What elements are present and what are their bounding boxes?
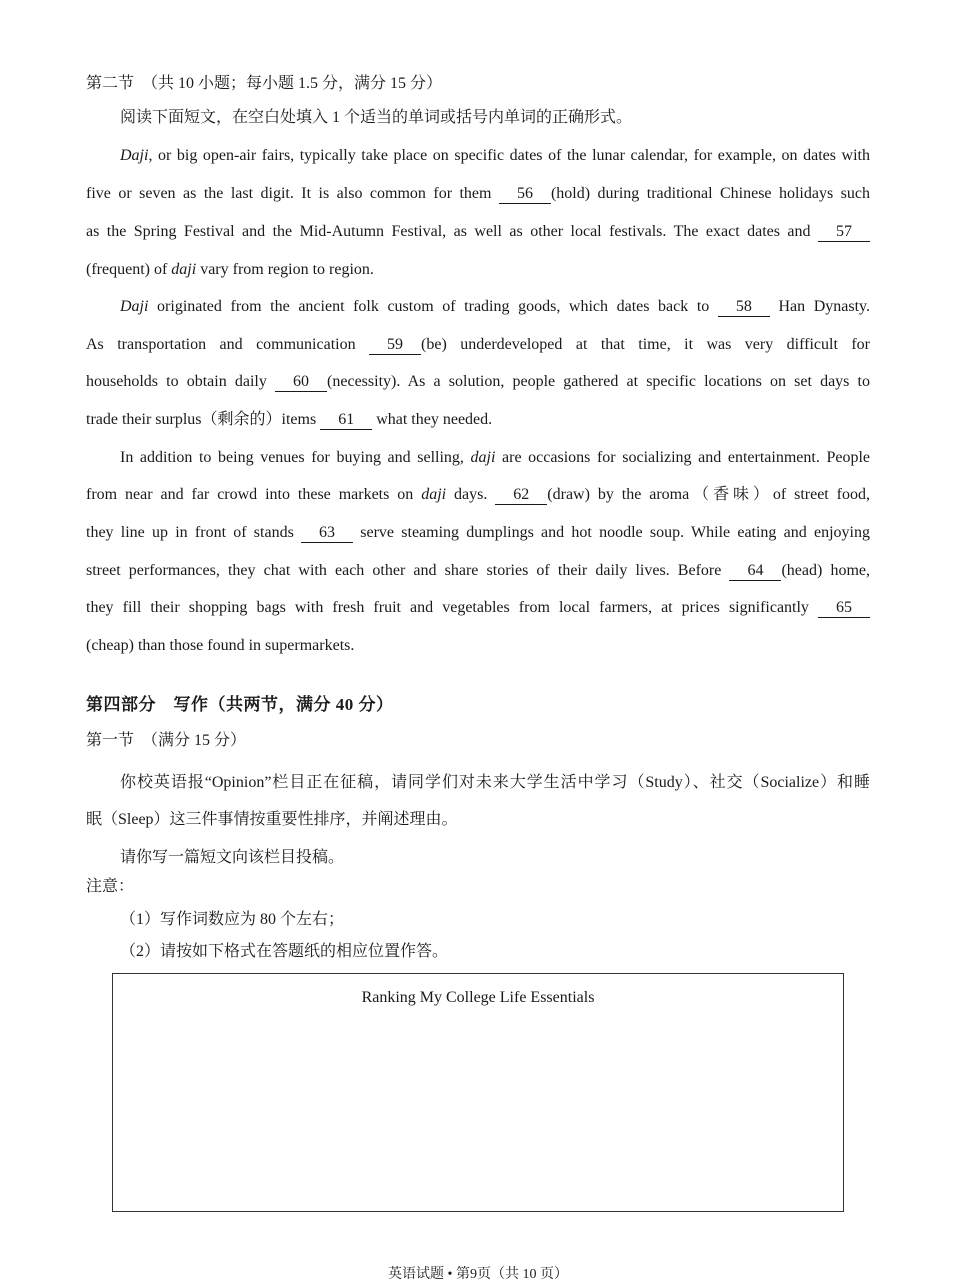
blank-56: 56 (499, 185, 551, 204)
part4-title: 第四部分 写作（共两节，满分 40 分） (86, 695, 394, 714)
blank-58: 58 (718, 298, 770, 317)
part4-section1-title: 第一节 （满分 15 分） (86, 732, 247, 749)
passage-line: street performances, they chat with each other and share stories of their daily lives. Before 64 (head) home, (86, 562, 871, 579)
note-item: （1）写作词数应为 80 个左右； (120, 911, 345, 928)
passage-line: (cheap) than those found in supermarkets. (86, 637, 355, 654)
passage-line: as the Spring Festival and the Mid-Autumn Festival, as well as other local festivals. The exact dates and 57 (86, 222, 870, 242)
passage-line: five or seven as the last digit. It is also common for them 56 (hold) during traditional Chinese holidays such (86, 185, 870, 202)
writing-task-line: 你校英语报“Opinion”栏目正在征稿，请同学们对未来大学生活中学习（Study）、社交（Socialize）和睡 (120, 774, 870, 791)
passage-line: from near and far crowd into these markets on daji days. 62 (draw) by the aroma（香味）of street food, (86, 486, 871, 503)
blank-63: 63 (301, 524, 353, 543)
section2-instruction: 阅读下面短文，在空白处填入 1 个适当的单词或括号内单词的正确形式。 (120, 109, 633, 126)
blank-65: 65 (818, 599, 870, 618)
passage-line: Daji, or big open-air fairs, typically take place on specific dates of the lunar calendar, for example, on dates with (120, 147, 870, 164)
passage-line: In addition to being venues for buying and selling, daji are occasions for socializing and entertainment. People (120, 449, 870, 466)
answer-format-box (112, 973, 844, 1212)
passage-line: they line up in front of stands 63 serve steaming dumplings and hot noodle soup. While eating and enjoying (86, 524, 870, 541)
blank-60: 60 (275, 373, 327, 392)
essay-title: Ranking My College Life Essentials (361, 989, 595, 1006)
blank-57: 57 (818, 223, 870, 242)
page-footer: 英语试题 • 第9页（共 10 页） (388, 1267, 568, 1282)
note-item: （2）请按如下格式在答题纸的相应位置作答。 (120, 943, 449, 960)
passage-line: trade their surplus（剩余的）items 61 what they needed. (86, 411, 493, 428)
writing-task-line: 请你写一篇短文向该栏目投稿。 (120, 849, 345, 866)
passage-line: households to obtain daily 60 (necessity). As a solution, people gathered at specific locations on set days to (86, 373, 871, 390)
passage-line: (frequent) of daji vary from region to region. (86, 261, 374, 278)
blank-64: 64 (729, 562, 781, 581)
note-label: 注意： (86, 878, 135, 895)
passage-line: Daji originated from the ancient folk custom of trading goods, which dates back to 58 Han Dynasty. (120, 298, 870, 315)
section2-title: 第二节 （共 10 小题；每小题 1.5 分，满分 15 分） (86, 75, 443, 92)
blank-62: 62 (495, 486, 547, 505)
blank-59: 59 (369, 336, 421, 355)
writing-task-line: 眠（Sleep）这三件事情按重要性排序，并阐述理由。 (86, 811, 458, 828)
passage-line: As transportation and communication 59 (be) underdeveloped at that time, it was very difficult for (86, 336, 870, 353)
passage-line: they fill their shopping bags with fresh fruit and vegetables from local farmers, at prices significantly 65 (86, 598, 870, 618)
blank-61: 61 (320, 411, 372, 430)
